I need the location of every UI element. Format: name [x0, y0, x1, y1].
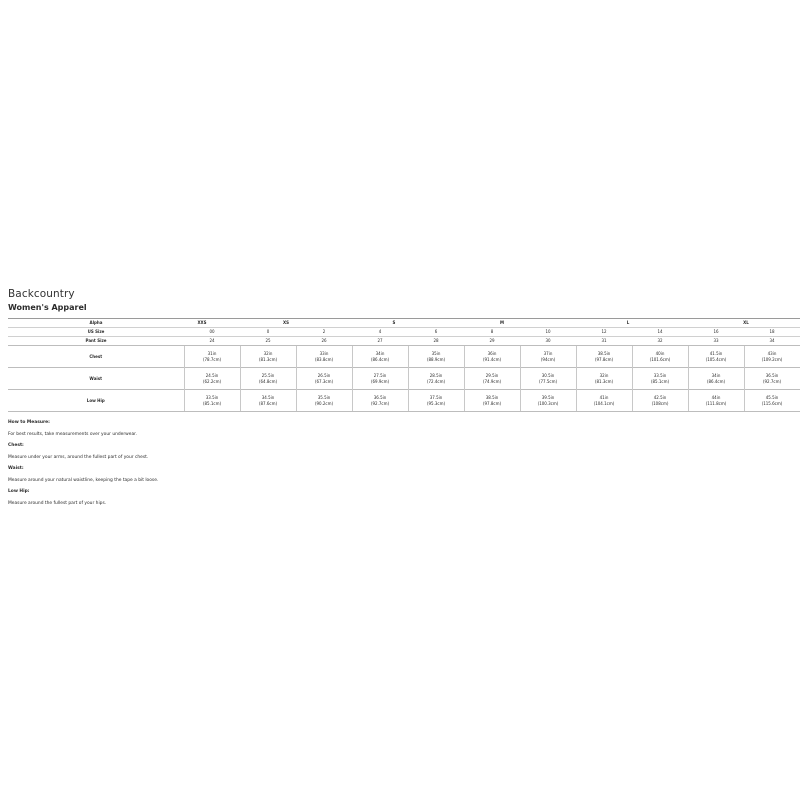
measurement-cell — [184, 346, 240, 368]
measurement-row-waist — [8, 368, 800, 390]
alpha-size-xs: XS — [283, 320, 289, 325]
measurement-cell — [520, 390, 576, 412]
alpha-size-xxs: XXS — [197, 320, 207, 325]
how-to-measure-text: For best results, take measurements over your underwear. — [8, 431, 137, 437]
size-chart-table — [8, 318, 800, 412]
measurement-cell — [184, 368, 240, 390]
cm-value: (81.3cm) — [258, 356, 278, 362]
how-to-measure-title: How to Measure: — [8, 420, 50, 425]
measurement-cell — [576, 368, 632, 390]
inches-value: 24.5in — [205, 372, 219, 378]
us-size-cell: 6 — [408, 328, 464, 337]
brand-name: Backcountry — [8, 288, 75, 300]
measurement-cell — [688, 346, 744, 368]
cm-value: (101.6cm) — [649, 356, 671, 362]
measurement-label: Waist — [8, 368, 184, 390]
chest-note-title: Chest: — [8, 443, 24, 448]
us-size-cell: 8 — [464, 328, 520, 337]
measurement-cell — [240, 390, 296, 412]
pant-size-cell: 30 — [520, 337, 576, 346]
size-chart-section — [8, 288, 800, 512]
measurement-cell — [408, 390, 464, 412]
us-size-cell: 0 — [240, 328, 296, 337]
measurement-cell — [632, 368, 688, 390]
inches-value: 39.5in — [541, 394, 555, 400]
measurement-cell — [464, 346, 520, 368]
inches-value: 43in — [767, 350, 777, 356]
cm-value: (85.1cm) — [202, 400, 222, 406]
cm-value: (97.8cm) — [594, 356, 614, 362]
inches-value: 33.5in — [653, 372, 667, 378]
pant-size-cell: 29 — [464, 337, 520, 346]
pant-size-row — [8, 337, 800, 346]
inches-value: 32in — [263, 350, 273, 356]
measurement-cell — [352, 368, 408, 390]
cm-value: (97.8cm) — [482, 400, 502, 406]
pant-size-cell: 24 — [184, 337, 240, 346]
pant-size-cell: 26 — [296, 337, 352, 346]
inches-value: 27.5in — [373, 372, 387, 378]
measurement-cell — [352, 346, 408, 368]
us-size-cell: 16 — [688, 328, 744, 337]
measurement-cell — [408, 368, 464, 390]
cm-value: (85.1cm) — [650, 378, 670, 384]
measurement-cell — [576, 346, 632, 368]
pant-size-cell: 27 — [352, 337, 408, 346]
pant-size-cell: 28 — [408, 337, 464, 346]
waist-note-title: Waist: — [8, 466, 24, 471]
cm-value: (104.1cm) — [593, 400, 615, 406]
measurement-cell — [184, 390, 240, 412]
measurement-cell — [632, 346, 688, 368]
measurement-cell — [464, 368, 520, 390]
pant-size-cell: 33 — [688, 337, 744, 346]
measurement-cell — [352, 390, 408, 412]
cm-value: (64.8cm) — [258, 378, 278, 384]
inches-value: 34in — [711, 372, 721, 378]
alpha-size-xl: XL — [743, 320, 749, 325]
inches-value: 32in — [599, 372, 609, 378]
pant-size-cell: 34 — [744, 337, 800, 346]
inches-value: 29.5in — [485, 372, 499, 378]
us-size-cell: 10 — [520, 328, 576, 337]
inches-value: 37.5in — [429, 394, 443, 400]
us-size-cell: 18 — [744, 328, 800, 337]
inches-value: 36.5in — [373, 394, 387, 400]
cm-value: (88.9cm) — [426, 356, 446, 362]
measurement-cell — [688, 368, 744, 390]
inches-value: 40in — [655, 350, 665, 356]
us-size-row — [8, 328, 800, 337]
inches-value: 33in — [319, 350, 329, 356]
cm-value: (77.5cm) — [538, 378, 558, 384]
measurement-row-low-hip — [8, 390, 800, 412]
alpha-sizes — [184, 319, 800, 328]
us-size-cell: 14 — [632, 328, 688, 337]
alpha-label: Alpha — [8, 319, 184, 328]
measurement-cell — [240, 346, 296, 368]
cm-value: (108cm) — [651, 400, 669, 406]
measurement-cell — [744, 390, 800, 412]
inches-value: 38.5in — [485, 394, 499, 400]
cm-value: (83.8cm) — [314, 356, 334, 362]
inches-value: 31in — [207, 350, 217, 356]
pant-size-cell: 25 — [240, 337, 296, 346]
measurement-cell — [408, 346, 464, 368]
cm-value: (115.6cm) — [761, 400, 783, 406]
inches-value: 33.5in — [205, 394, 219, 400]
cm-value: (95.3cm) — [426, 400, 446, 406]
alpha-size-m: M — [500, 320, 504, 325]
measurement-cell — [464, 390, 520, 412]
measurement-cell — [688, 390, 744, 412]
cm-value: (87.6cm) — [258, 400, 278, 406]
cm-value: (109.2cm) — [761, 356, 783, 362]
cm-value: (94cm) — [540, 356, 556, 362]
measurement-cell — [520, 346, 576, 368]
inches-value: 28.5in — [429, 372, 443, 378]
cm-value: (92.7cm) — [370, 400, 390, 406]
cm-value: (69.9cm) — [370, 378, 390, 384]
pant-size-cell: 31 — [576, 337, 632, 346]
measurement-cell — [744, 346, 800, 368]
cm-value: (81.3cm) — [594, 378, 614, 384]
cm-value: (100.3cm) — [537, 400, 559, 406]
inches-value: 38.5in — [597, 350, 611, 356]
inches-value: 44in — [711, 394, 721, 400]
inches-value: 37in — [543, 350, 553, 356]
cm-value: (105.4cm) — [705, 356, 727, 362]
inches-value: 35.5in — [317, 394, 331, 400]
us-size-cell: 00 — [184, 328, 240, 337]
inches-value: 41in — [599, 394, 609, 400]
page-title: Women's Apparel — [8, 303, 87, 312]
hip-note-title: Low Hip: — [8, 489, 30, 494]
chest-note-text: Measure under your arms, around the fullest part of your chest. — [8, 454, 149, 460]
measurement-cell — [296, 368, 352, 390]
measurement-cell — [296, 390, 352, 412]
inches-value: 36.5in — [765, 372, 779, 378]
inches-value: 26.5in — [317, 372, 331, 378]
measure-notes — [8, 420, 800, 507]
cm-value: (86.4cm) — [370, 356, 390, 362]
inches-value: 34.5in — [261, 394, 275, 400]
inches-value: 36in — [487, 350, 497, 356]
measurement-cell — [744, 368, 800, 390]
alpha-size-s: S — [392, 320, 396, 325]
measurement-cell — [520, 368, 576, 390]
measurement-cell — [576, 390, 632, 412]
cm-value: (62.2cm) — [202, 378, 222, 384]
inches-value: 41.5in — [709, 350, 723, 356]
measurement-label: Low Hip — [8, 390, 184, 412]
cm-value: (111.8cm) — [705, 400, 727, 406]
cm-value: (74.9cm) — [482, 378, 502, 384]
measurement-row-chest — [8, 346, 800, 368]
inches-value: 35in — [431, 350, 441, 356]
us-size-cell: 4 — [352, 328, 408, 337]
cm-value: (72.4cm) — [426, 378, 446, 384]
measurement-cell — [632, 390, 688, 412]
inches-value: 34in — [375, 350, 385, 356]
cm-value: (78.7cm) — [202, 356, 222, 362]
cm-value: (86.4cm) — [706, 378, 726, 384]
pant-size-cell: 32 — [632, 337, 688, 346]
inches-value: 25.5in — [261, 372, 275, 378]
cm-value: (91.4cm) — [482, 356, 502, 362]
inches-value: 42.5in — [653, 394, 667, 400]
measurement-cell — [296, 346, 352, 368]
alpha-size-l: L — [626, 320, 630, 325]
measurement-cell — [240, 368, 296, 390]
cm-value: (92.7cm) — [762, 378, 782, 384]
pant-size-label: Pant Size — [8, 337, 184, 346]
inches-value: 45.5in — [765, 394, 779, 400]
hip-note-text: Measure around the fullest part of your hips. — [8, 500, 107, 506]
cm-value: (90.2cm) — [314, 400, 334, 406]
inches-value: 30.5in — [541, 372, 555, 378]
us-size-cell: 2 — [296, 328, 352, 337]
alpha-row — [8, 319, 800, 328]
us-size-label: US Size — [8, 328, 184, 337]
us-size-cell: 12 — [576, 328, 632, 337]
measurement-label: Chest — [8, 346, 184, 368]
waist-note-text: Measure around your natural waistline, keeping the tape a bit loose. — [8, 477, 159, 483]
cm-value: (67.3cm) — [314, 378, 334, 384]
